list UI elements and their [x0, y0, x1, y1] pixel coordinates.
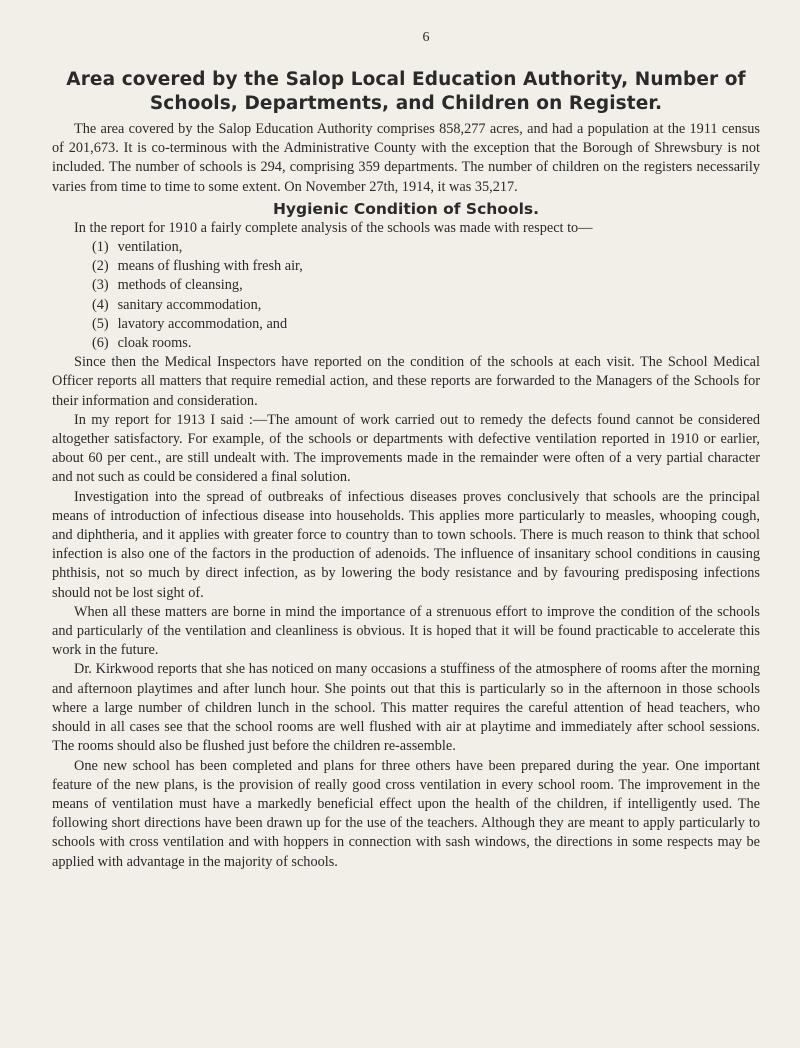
list-item [92, 315, 760, 334]
page-number: 6 [422, 30, 430, 45]
paragraph-infectious-diseases: Investigation into the spread of outbreaks of infectious diseases proves conclusively that schools are the principal means of introduction of infectious disease into households. This applies more particularly to measles, whooping cough, and diphtheria, and it applies with greater force to country than to town schools. There is much reason to think that school infection is also one of the factors in the production of adenoids. The influence of insanitary school conditions in causing phthisis, not so much by direct infection, as by lowering the body resistance and by favouring predisposing infections should not be lost sight of. [52, 488, 760, 601]
list-item [92, 296, 760, 315]
list-item-number: (2) [92, 258, 109, 275]
list-item-text: lavatory accommodation, and [117, 315, 288, 332]
list-item [92, 276, 760, 295]
list-item [92, 257, 760, 276]
section-heading-area: Area covered by the Salop Local Education Authority, Number of Schools, Departments, and Children on Register. [66, 69, 746, 114]
paragraph-report-intro: In the report for 1910 a fairly complete analysis of the schools was made with respect to— [74, 219, 593, 236]
paragraph-kirkwood: Dr. Kirkwood reports that she has noticed on many occasions a stuffiness of the atmosphere of rooms after the morning and afternoon playtimes and after lunch hour. She points out that this is particularly so in the afternoon in those schools where a large number of children lunch in the school. This matter requires the careful attention of head teachers, who should in all cases see that the school rooms are well flushed with air at playtime and immediately after school sessions. The rooms should also be flushed just before the children re-assemble. [52, 661, 760, 755]
list-item-text: methods of cleansing, [117, 277, 243, 294]
list-item-text: cloak rooms. [117, 335, 192, 352]
list-item-text: sanitary accommodation, [117, 296, 262, 313]
paragraph-new-school: One new school has been completed and plans for three others have been prepared during the year. One important feature of the new plans, is the provision of really good cross ventilation in every school room. The improvement in the means of ventilation must have a markedly beneficial effect upon the health of the children, if intelligently used. The following short directions have been drawn up for the use of the teachers. Although they are meant to apply particularly to schools with cross ventilation and with hoppers in connection with sash windows, the directions in some respects may be applied with advantage in the majority of schools. [52, 757, 760, 870]
conditions-list [52, 238, 760, 353]
list-item-number: (1) [92, 239, 109, 256]
section-heading-hygienic: Hygienic Condition of Schools. [272, 199, 540, 218]
list-item [92, 238, 760, 257]
list-item-number: (3) [92, 277, 109, 294]
list-item-number: (4) [92, 296, 109, 313]
paragraph-report-1913: In my report for 1913 I said :—The amount of work carried out to remedy the defects found cannot be considered altogether satisfactory. For example, of the schools or departments with defective ventilation reported in 1910 or earlier, about 60 per cent., are still undealt with. The improvements made in the remainder were often of a very partial character and not such as could be considered a final solution. [52, 411, 760, 486]
list-item-number: (6) [92, 335, 109, 352]
document-page [52, 30, 760, 872]
list-item [92, 334, 760, 353]
paragraph-inspectors: Since then the Medical Inspectors have reported on the condition of the schools at each visit. The School Medical Officer reports all matters that require remedial action, and these reports are forwarded to the Managers of the Schools for their information and consideration. [52, 354, 760, 409]
paragraph-intro: The area covered by the Salop Education Authority comprises 858,277 acres, and had a population at the 1911 census of 201,673. It is co-terminous with the Administrative County with the exception that the Borough of Shrewsbury is not included. The number of schools is 294, comprising 359 departments. The number of children on the registers necessarily varies from time to time to some extent. On November 27th, 1914, it was 35,217. [52, 121, 760, 195]
list-item-text: ventilation, [117, 239, 183, 256]
list-item-text: means of flushing with fresh air, [117, 258, 303, 275]
list-item-number: (5) [92, 315, 109, 332]
paragraph-importance: When all these matters are borne in mind the importance of a strenuous effort to improve the condition of the schools and particularly of the ventilation and cleanliness is obvious. It is hoped that it will be found practicable to accelerate this work in the future. [52, 603, 760, 659]
